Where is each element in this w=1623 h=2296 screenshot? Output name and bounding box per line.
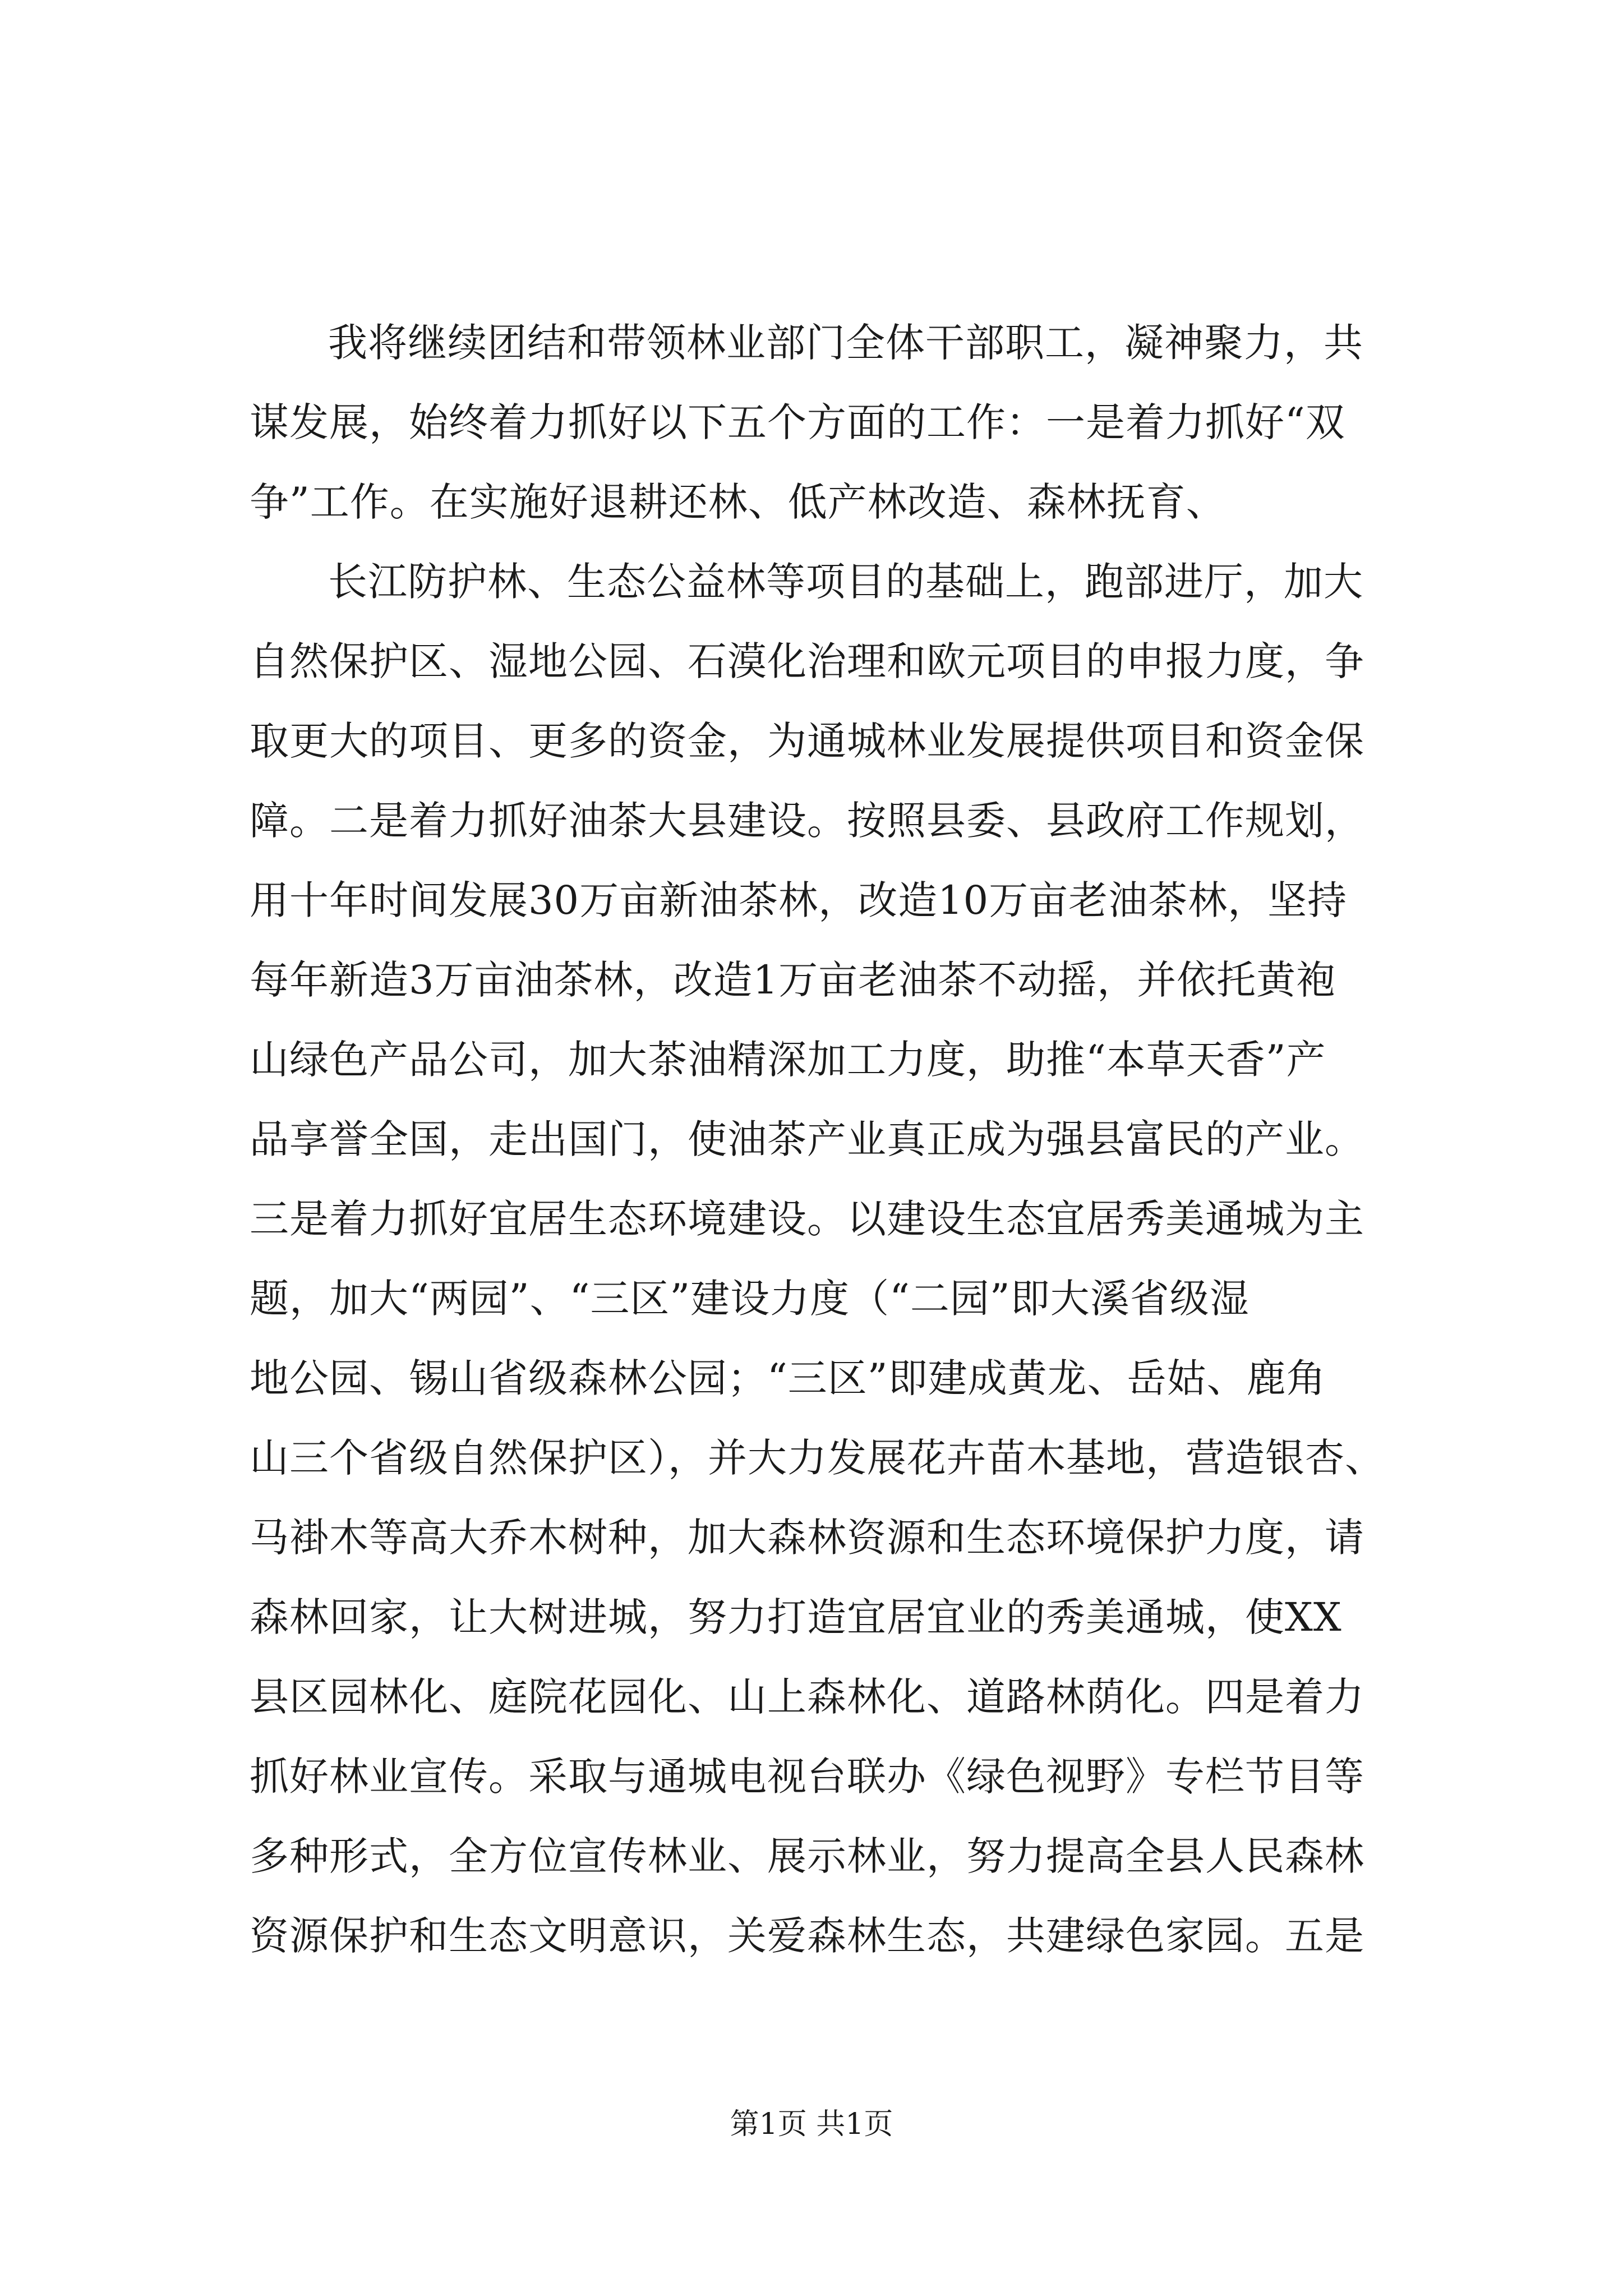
text-line: 县区园林化、庭院花园化、山上森林化、道路林荫化。四是着力 (250, 1674, 1364, 1720)
text-line: 障。二是着力抓好油茶大县建设。按照县委、县政府工作规划， (250, 798, 1364, 844)
text-line: 森林回家，让大树进城，努力打造宜居宜业的秀美通城，使XX (250, 1594, 1342, 1640)
text-line: 每年新造3万亩油茶林，改造1万亩老油茶不动摇，并依托黄袍 (250, 957, 1336, 1003)
text-line: 题，加大“两园”、“三区”建设力度（“二园”即大溪省级湿 (250, 1276, 1249, 1322)
body-text (250, 303, 1422, 1976)
text-line: 资源保护和生态文明意识，关爱森林生态，共建绿色家园。五是 (250, 1913, 1364, 1959)
text-line: 多种形式，全方位宣传林业、展示林业，努力提高全县人民森林 (250, 1833, 1364, 1879)
text-line: 自然保护区、湿地公园、石漠化治理和欧元项目的申报力度，争 (250, 638, 1364, 684)
text-line: 品享誉全国，走出国门，使油茶产业真正成为强县富民的产业。 (250, 1116, 1364, 1162)
text-line: 地公园、锡山省级森林公园；“三区”即建成黄龙、岳姑、鹿角 (250, 1355, 1326, 1401)
text-line: 争”工作。在实施好退耕还林、低产林改造、森林抚育、 (250, 479, 1226, 525)
text-line: 用十年时间发展30万亩新油茶林，改造10万亩老油茶林，坚持 (250, 877, 1348, 923)
text-line: 马褂木等高大乔木树种，加大森林资源和生态环境保护力度，请 (250, 1515, 1364, 1561)
text-line: 抓好林业宣传。采取与通城电视台联办《绿色视野》专栏节目等 (250, 1754, 1364, 1800)
text-line: 取更大的项目、更多的资金，为通城林业发展提供项目和资金保 (250, 718, 1364, 764)
page-footer (0, 2105, 1623, 2144)
text-line: 山三个省级自然保护区），并大力发展花卉苗木基地，营造银杏、 (250, 1435, 1385, 1481)
page-number-label: 第1页 共1页 (730, 2108, 893, 2141)
text-line: 我将继续团结和带领林业部门全体干部职工，凝神聚力，共 (328, 320, 1363, 366)
text-line: 长江防护林、生态公益林等项目的基础上，跑部进厅，加大 (328, 559, 1363, 605)
text-line: 谋发展，始终着力抓好以下五个方面的工作：一是着力抓好“双 (250, 399, 1345, 445)
text-line: 山绿色产品公司，加大茶油精深加工力度，助推“本草天香”产 (250, 1037, 1326, 1083)
text-line: 三是着力抓好宜居生态环境建设。以建设生态宜居秀美通城为主 (250, 1196, 1364, 1242)
